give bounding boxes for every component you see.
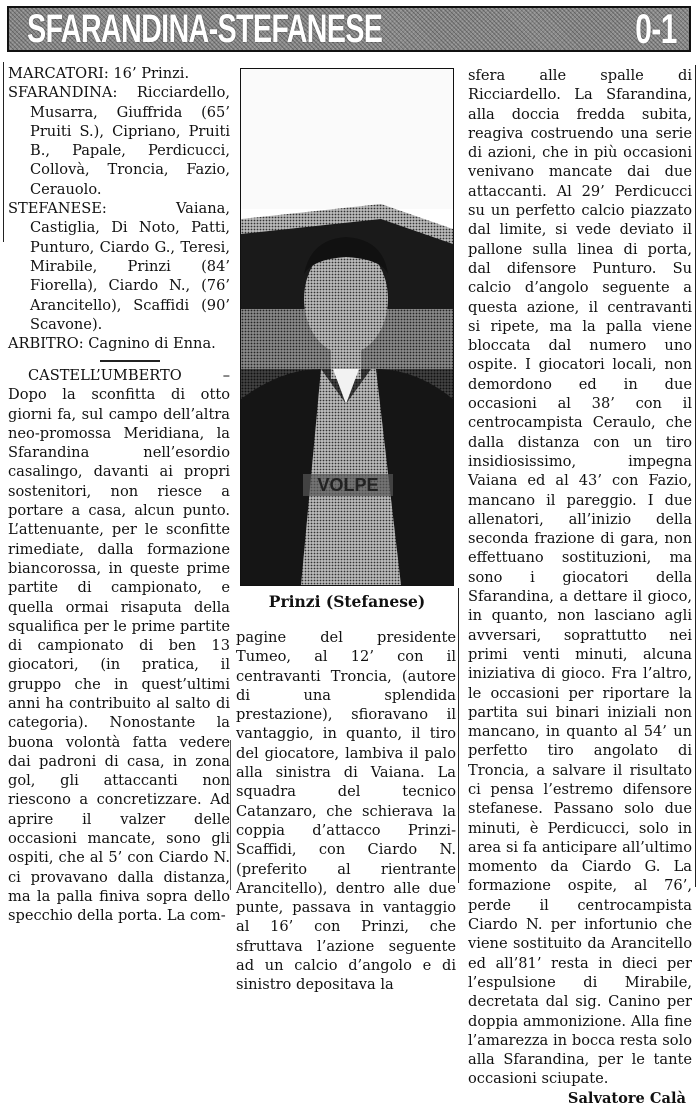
column-rule (695, 65, 696, 887)
column-rule (3, 62, 4, 242)
photo-caption: Prinzi (Stefanese) (268, 592, 426, 611)
byline: Salvatore Calà (567, 1089, 686, 1107)
headline-banner (7, 6, 691, 52)
article-text-col3: sfera alle spalle di Ricciardello. La Sfarandina, alla doccia fredda subita, reagiva costruendo una serie di azioni, che in più occasioni venivano mancate dai due attaccanti. Al 29’ Perdicucci su un perfetto calcio piazzato dal limite, si vede deviato il pallone sulla linea di porta, dal difensore Punturo. Su calcio d’angolo seguente a questa azione, il centravanti si ripete, ma la palla viene bloccata dal numero uno ospite. I giocatori locali, non demordono ed in due occasioni al 38’ con il centrocampista Ceraulo, che dalla distanza con un tiro insidiosissimo, impegna Vaiana ed al 43’ con Fazio, mancano il pareggio. I due allenatori, all’inizio della seconda frazione di gara, non effettuano sostituzioni, ma sono i giocatori della Sfarandina, a dettare il gioco, in quanto, non lasciano agli avversari, soprattutto nei primi venti minuti, alcuna iniziativa di gioco. Fra l’altro, le occasioni per riportare la partita sui binari iniziali non mancano, in quanto al 54’ un perfetto tiro angolato di Troncia, a salvare il risultato ci pensa l’estremo difensore stefanese. Passano solo due minuti, è Perdicucci, solo in area si fa anticipare all’ultimo momento da Ciardo G. La formazione ospite, al 76’, perde il centrocampista Ciardo N. per infortunio che viene sostituito da Arancitello ed all’81’ resta in dieci per l’espulsione di Mirabile, decretata dal sig. Canino per doppia ammonizione. Alla fine l’amarezza in bocca resta solo alla Sfarandina, per le tante occasioni sciupate. (468, 67, 692, 1088)
referee-line: ARBITRO: Cagnino di Enna. (8, 335, 216, 353)
article-text-col1: CASTELL’UMBERTO – Dopo la sconfitta di otto giorni fa, sul campo dell’altra neo-promossa Meridiana, la Sfarandina nell’esordio casalingo, davanti ai propri sostenitori, non riesce a portare a casa, alcun punto. L’attenuante, per le sconfitte rimediate, dalla formazione biancorossa, in queste prime partite di campionato, e quella ormai risaputa della squalifica per le prime partite di campionato di ben 13 giocatori, (in pratica, il gruppo che in quest’ultimi anni ha contribuito al salto di categoria). Nonostante la buona volontà fatta vedere dai padroni di casa, in zona gol, gli attaccanti non riescono a concretizzare. Ad aprire il valzer delle occasioni mancate, sono gli ospiti, che al 5’ con Ciardo N. ci provavano dalla distanza, ma la palla finiva sopra dello specchio della porta. La com- (8, 366, 230, 925)
home-lineup: SFARANDINA: Ricciardello, Musarra, Giuffrida (65’ Pruiti S.), Cipriano, Pruiti B., Papale, Perdicucci, Collovà, Troncia, Fazio, Cerauolo. (8, 84, 230, 198)
article-column-3 (468, 66, 692, 1108)
article-column-2 (236, 628, 456, 995)
column-rule (458, 588, 459, 883)
headline-title: SFARANDINA-STEFANESE (27, 6, 383, 51)
player-photo-image (241, 69, 453, 585)
column-rule (230, 740, 231, 890)
jersey-text: VOLPE (317, 475, 379, 495)
section-divider (100, 360, 160, 362)
article-column-1 (8, 64, 230, 926)
away-lineup: STEFANESE: Vaiana, Castiglia, Di Noto, Patti, Punturo, Ciardo G., Teresi, Mirabile, Prinzi (84’ Fiorella), Ciardo N., (76’ Arancitello), Scaffidi (90’ Scavone). (8, 200, 230, 333)
scorers-line: MARCATORI: 16’ Prinzi. (8, 65, 190, 82)
article-text-col2: pagine del presidente Tumeo, al 12’ con il centravanti Troncia, (autore di una splendida prestazione), sfioravano il vantaggio, in quanto, il tiro del giocatore, lambiva il palo alla sinistra di Vaiana. La squadra del tecnico Catanzaro, che schierava la coppia d’attacco Prinzi-Scaffidi, con Ciardo N. (preferito al rientrante Arancitello), dentro alle due punte, passava in vantaggio al 16’ con Prinzi, che sfruttava l’azione seguente ad un calcio d’angolo e di sinistro depositava la (236, 629, 456, 994)
match-score: 0-1 (635, 5, 677, 52)
player-photo (240, 68, 454, 586)
